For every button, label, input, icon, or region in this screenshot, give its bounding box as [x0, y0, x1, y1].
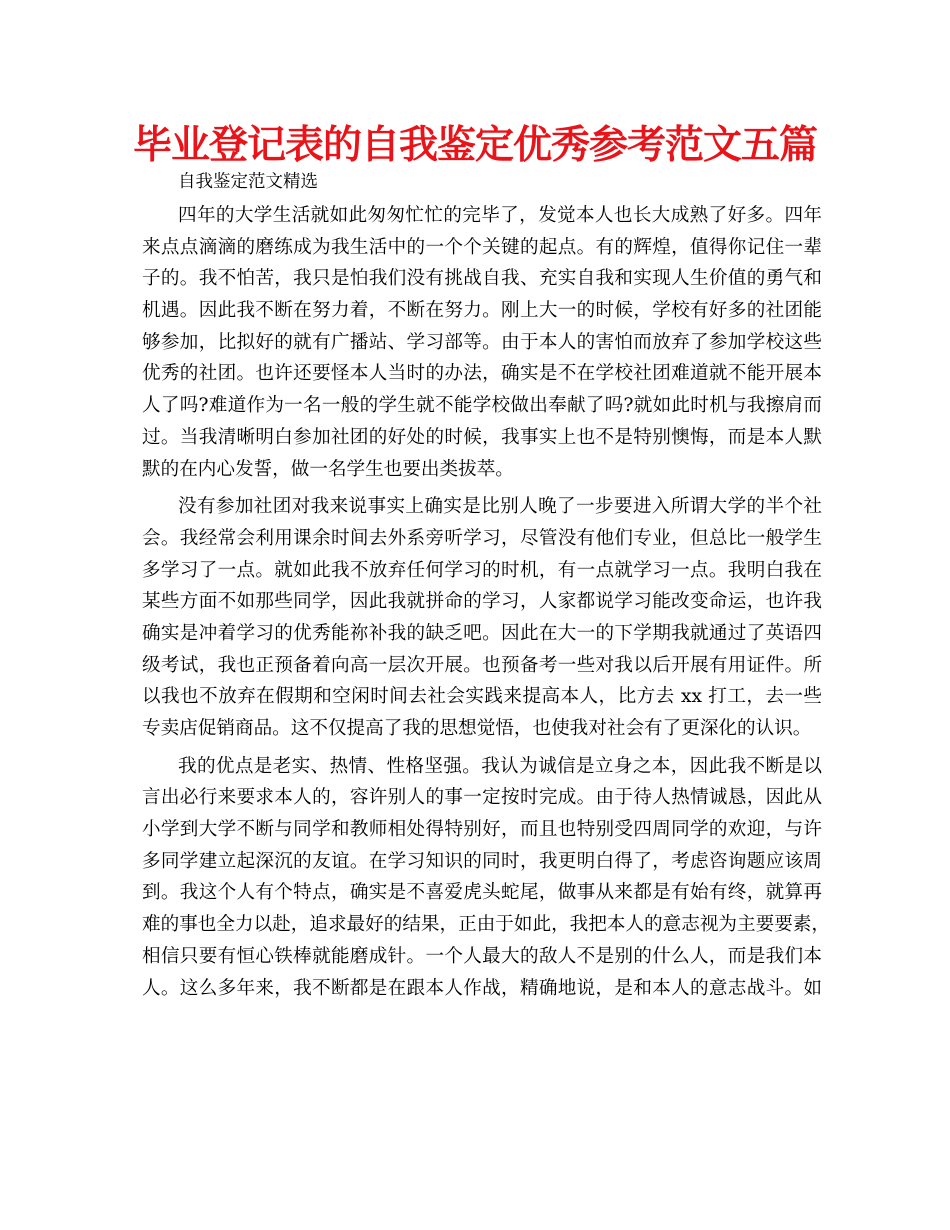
text-line: 会。我经常会利用课余时间去外系旁听学习，尽管没有他们专业，但总比一般学生 — [142, 527, 822, 549]
text-line: 人了吗?难道作为一名一般的学生就不能学校做出奉献了吗?就如此时机与我擦肩而 — [142, 395, 822, 417]
document-body — [142, 200, 830, 1004]
text-line: 相信只要有恒心铁棒就能磨成针。一个人最大的敌人不是别的什么人，而是我们本 — [142, 945, 822, 967]
document-subtitle: 自我鉴定范文精选 — [178, 172, 318, 192]
text-line: 子的。我不怕苦，我只是怕我们没有挑战自我、充实自我和实现人生价值的勇气和 — [142, 268, 822, 290]
text-line: 小学到大学不断与同学和教师相处得特别好，而且也特别受四周同学的欢迎，与许 — [142, 819, 822, 841]
text-line: 确实是冲着学习的优秀能祢补我的缺乏吧。因此在大一的下学期我就通过了英语四 — [142, 622, 822, 644]
document-title: 毕业登记表的自我鉴定优秀参考范文五篇 — [132, 123, 817, 168]
text-line: 没有参加社团对我来说事实上确实是比别人晚了一步要进入所谓大学的半个社 — [178, 496, 822, 518]
text-line: 以我也不放弃在假期和空闲时间去社会实践来提高本人，比方去 xx 打工，去一些 — [142, 686, 822, 708]
text-line: 难的事也全力以赴，追求最好的结果，正由于如此，我把本人的意志视为主要要素， — [142, 914, 830, 936]
text-line: 来点点滴滴的磨练成为我生活中的一个个关键的起点。有的辉煌，值得你记住一辈 — [142, 236, 822, 258]
text-line: 多同学建立起深沉的友谊。在学习知识的同时，我更明白得了，考虑咨询题应该周 — [142, 850, 822, 872]
text-line: 级考试，我也正预备着向高一层次开展。也预备考一些对我以后开展有用证件。所 — [142, 654, 822, 676]
text-line: 过。当我清晰明白参加社团的好处的时候，我事实上也不是特别懊悔，而是本人默 — [142, 426, 822, 448]
text-line: 某些方面不如那些同学，因此我就拼命的学习，人家都说学习能改变命运，也许我 — [142, 591, 822, 613]
text-line: 优秀的社团。也许还要怪本人当时的办法，确实是不在学校社团难道就不能开展本 — [142, 363, 822, 385]
paragraph — [142, 200, 822, 485]
text-line: 言出必行来要求本人的，容许别人的事一定按时完成。由于待人热情诚恳，因此从 — [142, 787, 822, 809]
text-line: 到。我这个人有个特点，确实是不喜爱虎头蛇尾，做事从来都是有始有终，就算再 — [142, 882, 822, 904]
paragraph — [142, 491, 822, 745]
text-line: 人。这么多年来，我不断都是在跟本人作战，精确地说，是和本人的意志战斗。如 — [142, 977, 822, 999]
text-line: 机遇。因此我不断在努力着，不断在努力。刚上大一的时候，学校有好多的社团能 — [142, 300, 822, 322]
paragraph — [142, 751, 830, 1005]
text-line: 四年的大学生活就如此匆匆忙忙的完毕了，发觉本人也长大成熟了好多。四年 — [178, 205, 822, 226]
text-line: 够参加，比拟好的就有广播站、学习部等。由于本人的害怕而放弃了参加学校这些 — [142, 331, 822, 353]
text-line: 我的优点是老实、热情、性格坚强。我认为诚信是立身之本，因此我不断是以 — [178, 755, 822, 777]
text-line: 专卖店促销商品。这不仅提高了我的思想觉悟，也使我对社会有了更深化的认识。 — [142, 718, 812, 739]
text-line: 多学习了一点。就如此我不放弃任何学习的时机，有一点就学习一点。我明白我在 — [142, 559, 822, 581]
text-line: 默的在内心发誓，做一名学生也要出类拔萃。 — [142, 458, 514, 480]
